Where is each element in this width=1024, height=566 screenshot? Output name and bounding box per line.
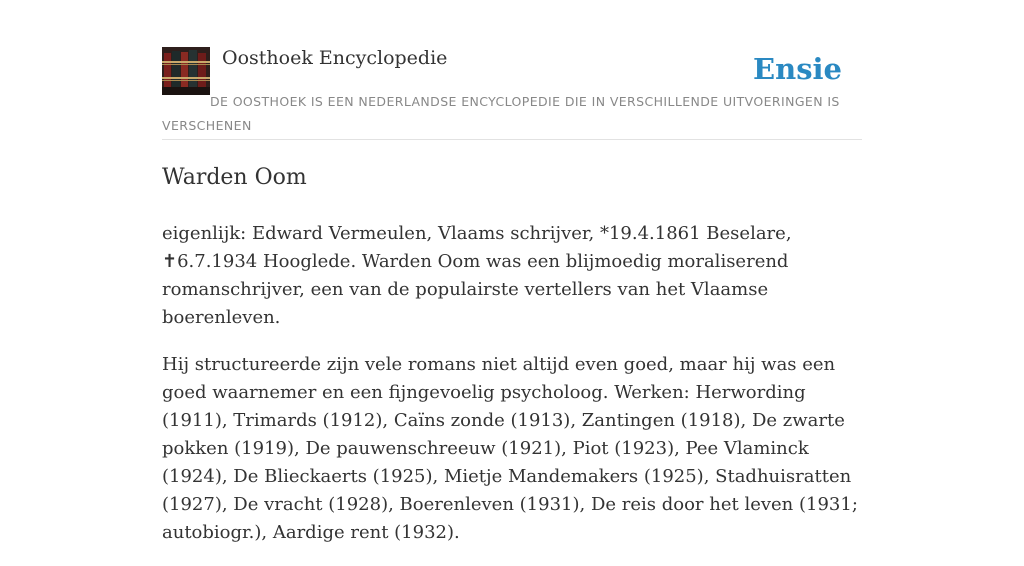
book-spines-icon [162,47,210,95]
source-avatar[interactable] [162,47,210,95]
article [162,160,862,566]
article-title: Warden Oom [162,165,307,190]
brand-logo-link[interactable]: Ensie [753,52,842,86]
source-title-link[interactable]: Oosthoek Encyclopedie [222,47,448,69]
source-description: DE OOSTHOEK IS EEN NEDERLANDSE ENCYCLOPEDIE DIE IN VERSCHILLENDE UITVOERINGEN IS VERSCHENEN [162,94,840,133]
article-paragraph-1: eigenlijk: Edward Vermeulen, Vlaams schrijver, *19.4.1861 Beselare, ✝6.7.1934 Hooglede. Warden Oom was een blijmoedig moraliserend romanschrijver, een van de populairste vertellers van het Vlaamse boerenleven. [162,223,792,328]
article-paragraph-2: Hij structureerde zijn vele romans niet altijd even goed, maar hij was een goed waarnemer en een fijngevoelig psycholoog. Werken: Herwording (1911), Trimards (1912), Caïns zonde (1913), Zantingen (1918), De zwarte pokken (1919), De pauwenschreeuw (1921), Piot (1923), Pee Vlaminck (1924), De Blieckaerts (1925), Mietje Mandemakers (1925), Stadhuisratten (1927), De vracht (1928), Boerenleven (1931), De reis door het leven (1931; autobiogr.), Aardige rent (1932). [162,354,858,543]
source-header [162,46,862,140]
